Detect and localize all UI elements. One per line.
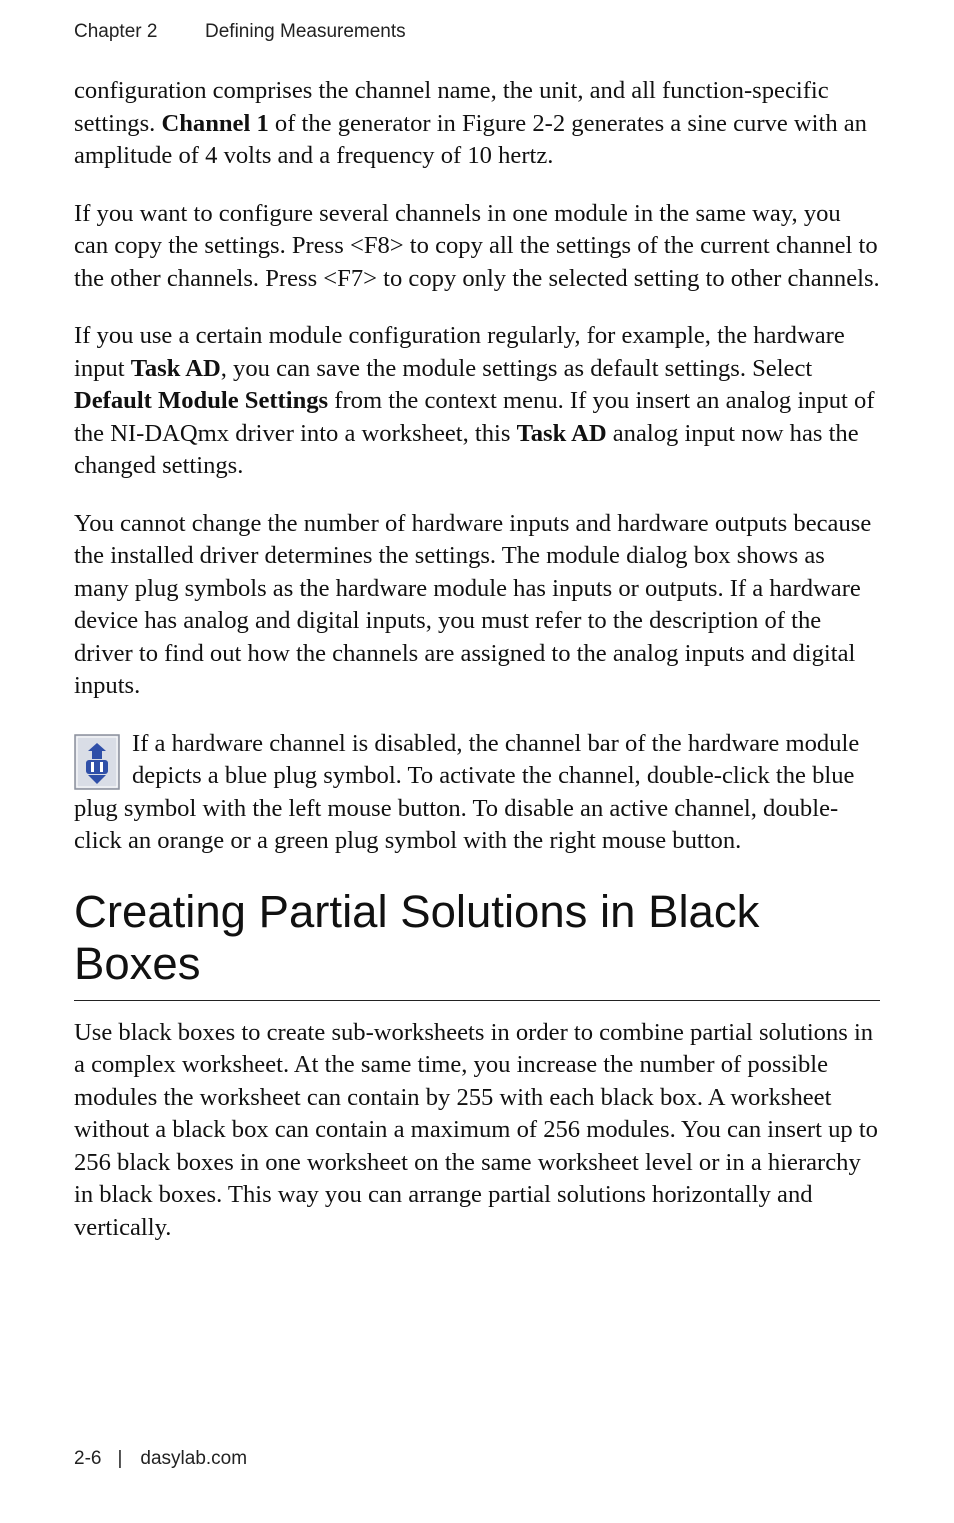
paragraph-text: from the context menu. If you insert an analog input of the NI-DAQmx driver into a worksheet, this <box>74 387 875 447</box>
bold-term: Default Module Settings <box>74 387 329 414</box>
paragraph-text: analog input now has the changed settings. <box>74 419 859 479</box>
chapter-title: Defining Measurements <box>205 21 406 42</box>
paragraph-text: of the generator in Figure 2-2 generates a sine curve with an amplitude of 4 volts and a frequency of 10 hertz. <box>74 109 867 169</box>
page-body <box>74 75 880 1269</box>
paragraph-text: , you can save the module settings as default settings. Select <box>220 354 813 382</box>
paragraph-text: If a hardware channel is disabled, the channel bar of the hardware module depicts a blue plug symbol. To activate the channel, double-click the blue plug symbol with the left mouse button. To disable an active channel, double-click an orange or a green plug symbol with the right mouse button. <box>74 729 860 854</box>
bold-term: Channel 1 <box>161 109 269 137</box>
paragraph-default-settings <box>74 320 880 483</box>
section-heading: Creating Partial Solutions in Black Boxes <box>74 886 880 1001</box>
footer-site: dasylab.com <box>140 1448 248 1469</box>
paragraph-text: If you want to configure several channels in one module in the same way, you can copy the settings. Press <F8> to copy all the settings of the current channel to the other channels. Press <F7> to copy only the selected setting to other channels. <box>74 199 880 292</box>
note-disabled-channel <box>74 728 880 858</box>
paragraph-text: If you use a certain module configuration regularly, for example, the hardware input <box>74 322 845 382</box>
chapter-label: Chapter 2 <box>74 21 158 42</box>
bold-term: Task AD <box>130 354 221 382</box>
footer-separator: | <box>117 1448 123 1469</box>
page-footer <box>74 1448 247 1470</box>
blue-plug-icon <box>74 734 120 790</box>
paragraph-text: Use black boxes to create sub-worksheets in order to combine partial solutions in a complex worksheet. At the same time, you increase the number of possible modules the worksheet can contain by 255 with each black box. A worksheet without a black box can contain a maximum of 256 modules. You can insert up to 256 black boxes in one worksheet on the same worksheet level or in a hierarchy in black boxes. This way you can arrange partial solutions horizontally and vertically. <box>74 1018 878 1241</box>
paragraph-text: configuration comprises the channel name, the unit, and all function-specific settings. <box>74 77 829 137</box>
page-number: 2-6 <box>74 1448 102 1469</box>
bold-term: Task AD <box>516 419 607 447</box>
page-header <box>74 21 406 43</box>
paragraph-copy-settings <box>74 198 880 296</box>
paragraph-text: You cannot change the number of hardware inputs and hardware outputs because the installed driver determines the settings. The module dialog box shows as many plug symbols as the hardware module has inputs or outputs. If a hardware device has analog and digital inputs, you must refer to the description of the driver to find out how the channels are assigned to the analog inputs and digital inputs. <box>74 509 872 699</box>
paragraph-channel-config <box>74 75 880 173</box>
paragraph-hardware-inputs <box>74 508 880 703</box>
paragraph-black-boxes <box>74 1017 880 1245</box>
